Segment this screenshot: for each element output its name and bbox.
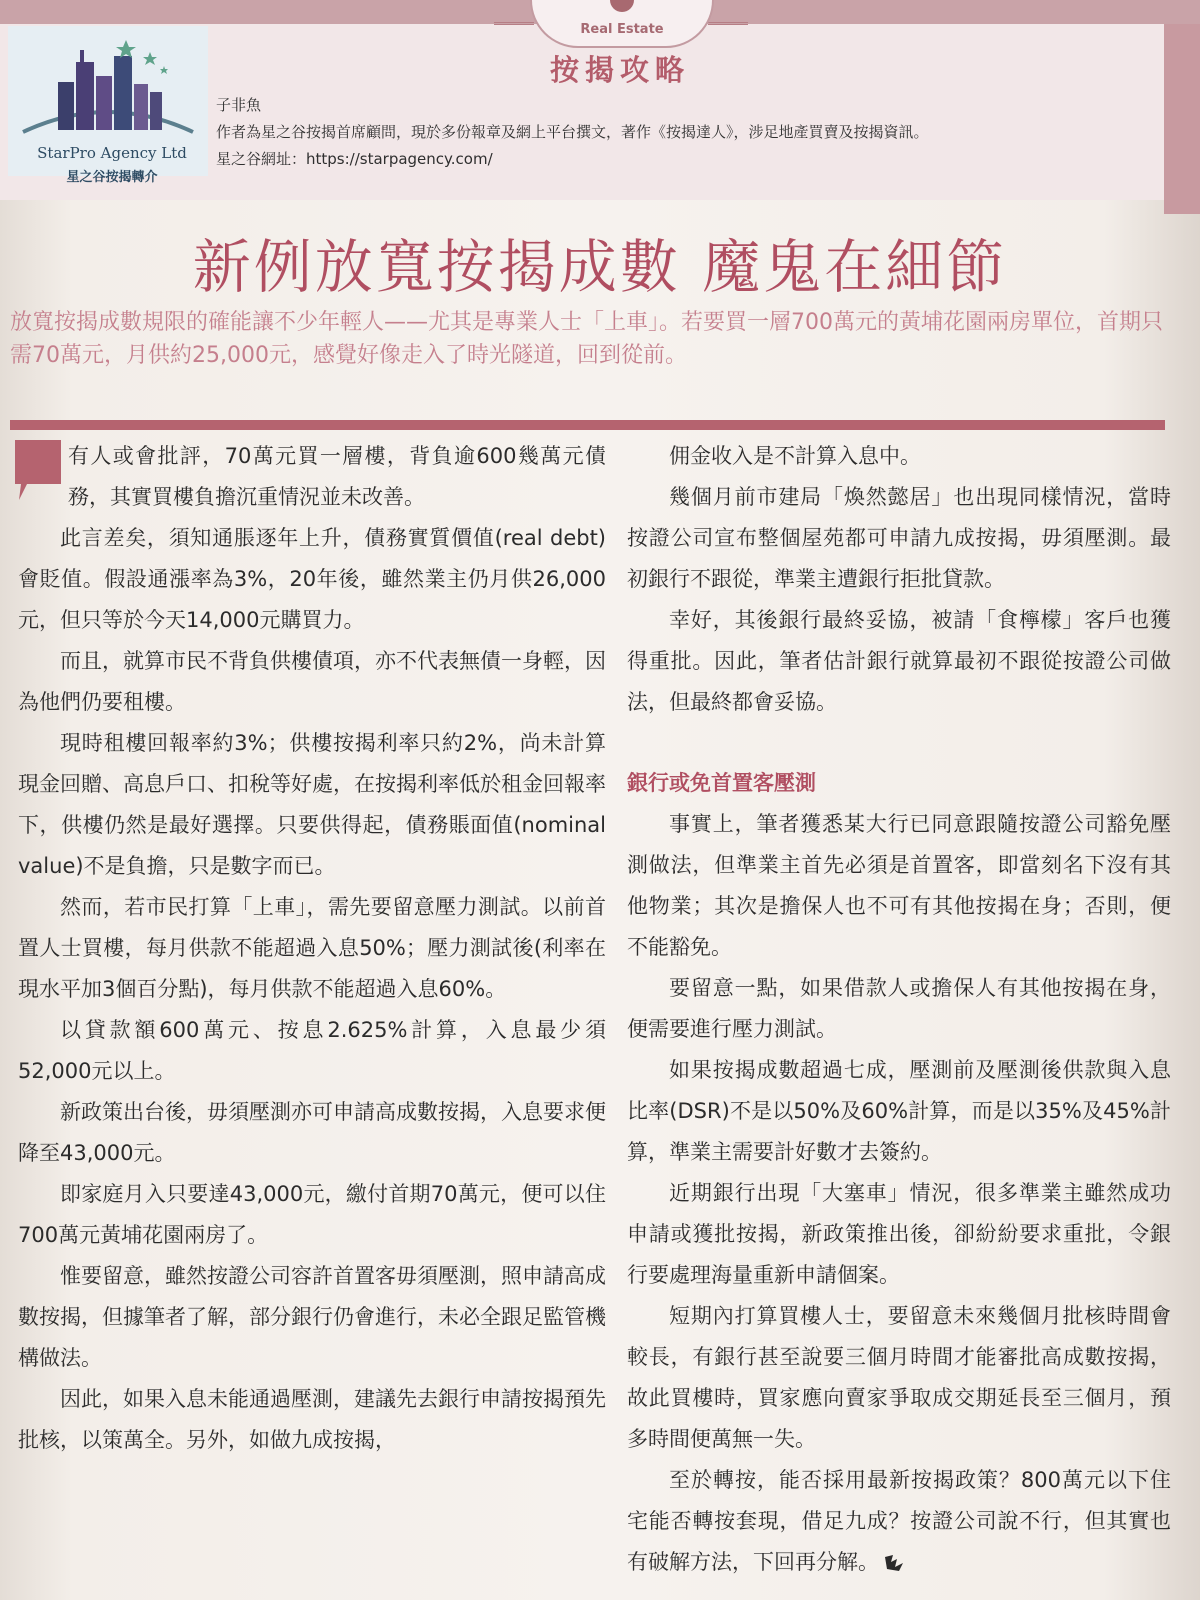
article-paragraph: 因此，如果入息未能通過壓測，建議先去銀行申請按揭預先批核，以策萬全。另外，如做九成按揭，	[18, 1387, 606, 1452]
article-paragraph: 而且，就算市民不背負供樓債項，亦不代表無債一身輕，因為他們仍要租樓。	[18, 649, 606, 714]
article-column-right	[627, 436, 1171, 1583]
author-block	[216, 92, 1116, 173]
article-paragraph: 佣金收入是不計算入息中。	[669, 444, 921, 468]
author-website: 星之谷網址：https://starpagency.com/	[216, 150, 493, 168]
header-edge-tab	[1164, 24, 1200, 214]
article-paragraph: 至於轉按，能否採用最新按揭政策？800萬元以下住宅能否轉按套現，借足九成？按證公司說不行，但其實也有破解方法，下回再分解。	[627, 1468, 1171, 1574]
logo-name: StarPro Agency Ltd	[37, 144, 187, 162]
end-of-article-icon	[883, 1553, 905, 1573]
column-title: 按揭攻略	[549, 53, 690, 87]
article-headline: 新例放寬按揭成數 魔鬼在細節	[192, 233, 1008, 301]
article-paragraph: 如果按揭成數超過七成，壓測前及壓測後供款與入息比率(DSR)不是以50%及60%計算，而是以35%及45%計算，準業主需要計好數才去簽約。	[627, 1058, 1171, 1164]
author-bio: 作者為星之谷按揭首席顧問，現於多份報章及網上平台撰文，著作《按揭達人》，涉足地產買賣及按揭資訊。	[216, 123, 929, 141]
agency-logo	[8, 26, 208, 185]
right-column-part-b	[627, 804, 1171, 1583]
logo-subtitle: 星之谷按揭轉介	[66, 170, 158, 185]
article-paragraph: 幸好，其後銀行最終妥協，被請「食檸檬」客戶也獲得重批。因此，筆者估計銀行就算最初不跟從按證公司做法，但最終都會妥協。	[627, 608, 1171, 714]
article-column-left	[18, 436, 606, 1461]
article-paragraph: 要留意一點，如果借款人或擔保人有其他按揭在身，便需要進行壓力測試。	[627, 976, 1171, 1041]
article-paragraph: 即家庭月入只要達43,000元，繳付首期70萬元，便可以住700萬元黃埔花園兩房了。	[18, 1182, 606, 1247]
header-ornament-right	[708, 22, 748, 35]
section-label: Real Estate	[580, 22, 664, 37]
article-paragraph: 此言差矣，須知通脹逐年上升，債務實質價值(real debt)會貶值。假設通漲率為3%，20年後，雖然業主仍月供26,000元，但只等於今天14,000元購買力。	[18, 526, 606, 632]
article-paragraph: 然而，若市民打算「上車」，需先要留意壓力測試。以前首置人士買樓，每月供款不能超過入息50%；壓力測試後(利率在現水平加3個百分點)，每月供款不能超過入息60%。	[18, 895, 606, 1001]
city-skyline-icon	[18, 32, 198, 142]
article-lede: 放寬按揭成數規限的確能讓不少年輕人——尤其是專業人士「上車」。若要買一層700萬元的黃埔花園兩房單位，首期只需70萬元，月供約25,000元，感覺好像走入了時光隧道，回到從前。	[10, 310, 1163, 368]
article-paragraph: 有人或會批評，70萬元買一層樓，背負逾600幾萬元債務，其實買樓負擔沉重情況並未改善。	[68, 444, 606, 509]
house-icon	[610, 0, 634, 12]
header-ornament-left	[494, 22, 534, 35]
article-paragraph: 近期銀行出現「大塞車」情況，很多準業主雖然成功申請或獲批按揭，新政策推出後，卻紛紛要求重批，令銀行要處理海量重新申請個案。	[627, 1181, 1171, 1287]
author-name: 子非魚	[216, 96, 262, 114]
right-column-part-a	[627, 436, 1171, 723]
article-paragraph: 新政策出台後，毋須壓測亦可申請高成數按揭，入息要求便降至43,000元。	[18, 1100, 606, 1165]
article-paragraph: 短期內打算買樓人士，要留意未來幾個月批核時間會較長，有銀行甚至說要三個月時間才能審批高成數按揭，故此買樓時，買家應向賣家爭取成交期延長至三個月，預多時間便萬無一失。	[627, 1304, 1171, 1451]
article-paragraph: 現時租樓回報率約3%；供樓按揭利率只約2%，尚未計算現金回贈、高息戶口、扣稅等好處，在按揭利率低於租金回報率下，供樓仍然是最好選擇。只要供得起，債務賬面值(nominal value)不是負擔，只是數字而已。	[18, 731, 606, 878]
article-paragraph: 幾個月前市建局「煥然懿居」也出現同樣情況，當時按證公司宣布整個屋苑都可申請九成按揭，毋須壓測。最初銀行不跟從，準業主遭銀行拒批貸款。	[627, 485, 1171, 591]
article-subhead: 銀行或免首置客壓測	[627, 771, 816, 795]
article-paragraph: 以貸款額600萬元、按息2.625%計算，入息最少須52,000元以上。	[18, 1018, 606, 1083]
article-paragraph: 事實上，筆者獲悉某大行已同意跟隨按證公司豁免壓測做法，但準業主首先必須是首置客，即當刻名下沒有其他物業；其次是擔保人也不可有其他按揭在身；否則，便不能豁免。	[627, 812, 1171, 959]
section-badge	[530, 0, 714, 48]
article-paragraph: 惟要留意，雖然按證公司容許首置客毋須壓測，照申請高成數按揭，但據筆者了解，部分銀行仍會進行，未必全跟足監管機構做法。	[18, 1264, 606, 1370]
headline-rule	[10, 420, 1165, 430]
